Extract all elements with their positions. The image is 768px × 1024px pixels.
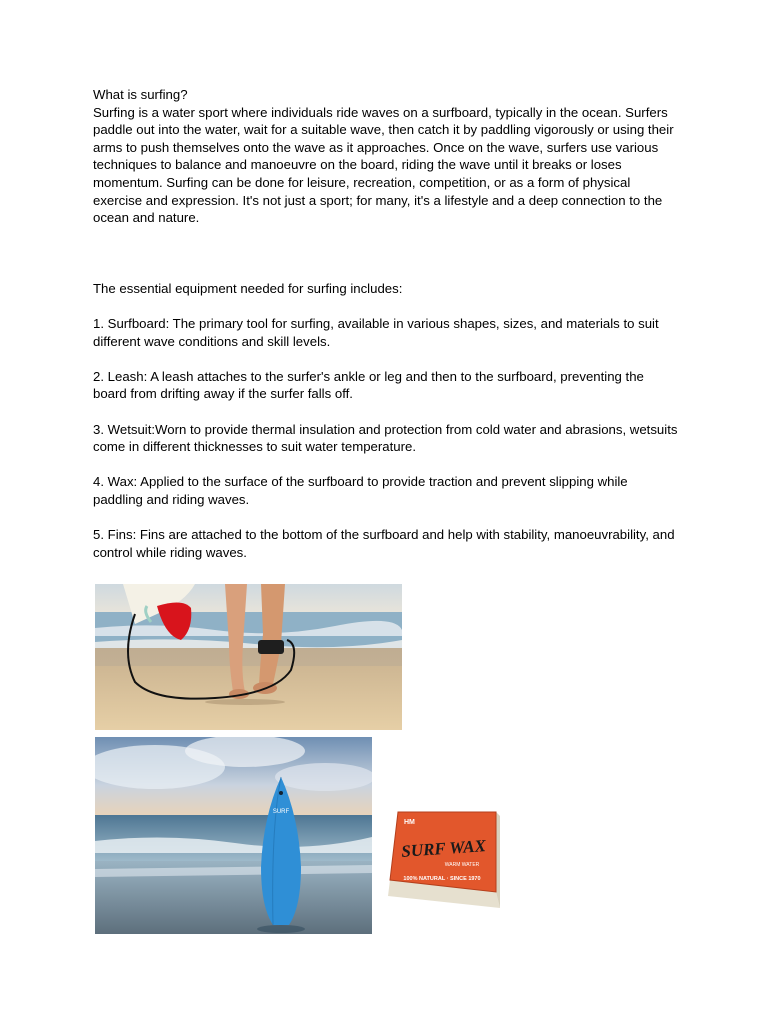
leash-photo	[95, 584, 402, 730]
equipment-item-wax: 4. Wax: Applied to the surface of the surfboard to provide traction and prevent slipping while paddling and riding waves.	[93, 474, 628, 507]
spacer	[93, 456, 678, 474]
equipment-heading: The essential equipment needed for surfing includes:	[93, 280, 403, 296]
intro-paragraph: Surfing is a water sport where individuals ride waves on a surfboard, typically in the ocean. Surfers paddle out into the water, wait for a suitable wave, then catch it by paddling vigorously or using their arms to push themselves onto the wave as it approaches. Once on the wave, surfers use various techniques to balance and manoeuvre on the board, riding the wave until it breaks or loses momentum. Surfing can be done for leisure, recreation, competition, or as a form of physical exercise and expression. It's not just a sport; for many, it's a lifestyle and a deep connection to the ocean and nature.	[93, 104, 674, 226]
spacer	[93, 227, 678, 280]
spacer	[93, 508, 678, 526]
equipment-item-surfboard: 1. Surfboard: The primary tool for surfing, available in various shapes, sizes, and materials to suit different wave conditions and skill levels.	[93, 315, 659, 349]
surf-wax-photo	[380, 772, 546, 936]
spacer	[93, 403, 678, 421]
intro-heading: What is surfing?	[93, 87, 188, 102]
spacer	[93, 350, 678, 368]
wax-maker-text: HM	[404, 819, 415, 826]
surfboard-photo	[95, 737, 372, 934]
equipment-item-fins: 5. Fins: Fins are attached to the bottom of the surfboard and help with stability, manoeuvrability, and control while riding waves.	[93, 527, 675, 560]
wax-title-text: SURF WAX	[400, 836, 487, 861]
spacer	[93, 297, 678, 315]
wax-tagline-text: 100% NATURAL · SINCE 1970	[403, 876, 481, 882]
equipment-item-leash: 2. Leash: A leash attaches to the surfer's ankle or leg and then to the surfboard, preventing the board from drifting away if the surfer falls off.	[93, 368, 644, 402]
wax-subtitle-text: WARM WATER	[444, 862, 480, 868]
document-body	[93, 86, 678, 561]
equipment-item-wetsuit: 3. Wetsuit:Worn to provide thermal insulation and protection from cold water and abrasions, wetsuits come in different thicknesses to suit water temperature.	[93, 421, 678, 455]
board-brand-text: SURF	[272, 809, 290, 815]
